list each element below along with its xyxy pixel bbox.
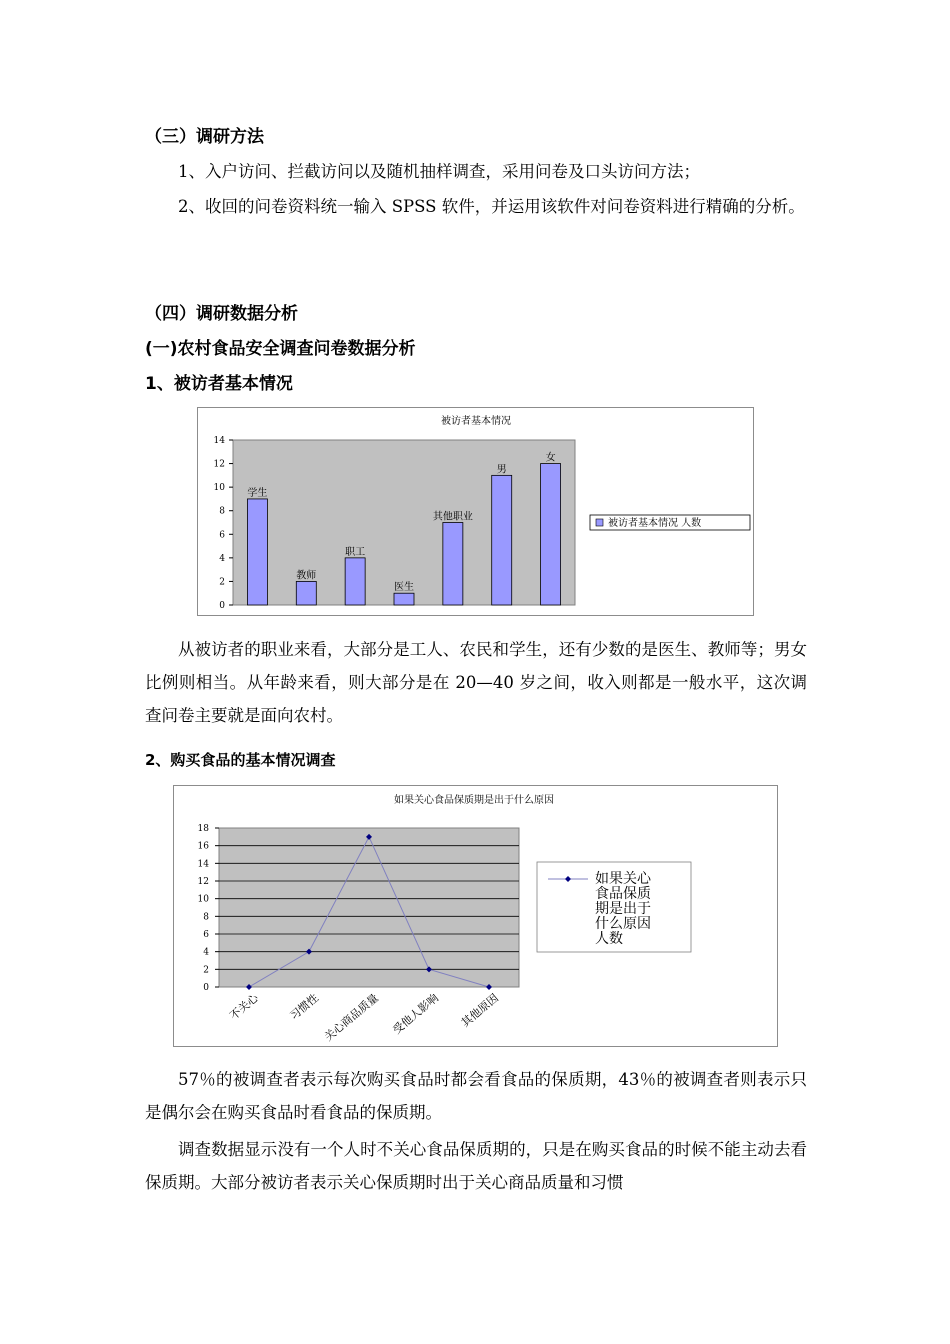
section-4-heading: （四）调研数据分析 [145,304,298,324]
chart-1-data-label: 男 [496,464,507,476]
chart-2-y-tick-label: 14 [197,859,209,870]
item-1-heading: 1、被访者基本情况 [145,374,293,394]
chart-2-y-tick-label: 8 [203,912,209,923]
chart-1-data-label: 女 [545,452,556,464]
chart-2-x-tick-label: 其他原因 [458,991,501,1030]
chart-2-legend-label: 如果关心 [595,871,651,887]
chart-2-legend-label: 期是出于 [595,901,651,917]
chart-1-bar [247,499,267,605]
chart-1-title: 被访者基本情况 [441,416,511,427]
paragraph-after-chart-2b: 调查数据显示没有一个人时不关心食品保质期的，只是在购买食品的时候不能主动去看保质期。大部分被访者表示关心保质期时出于关心商品质量和习惯 [145,1140,807,1192]
section-3-heading: （三）调研方法 [145,127,264,147]
chart-2-x-tick-label: 关心商品质量 [322,991,381,1044]
chart-1-y-tick-label: 10 [213,483,225,494]
chart-2-y-tick-label: 6 [203,930,209,940]
chart-1-bar [541,464,561,605]
chart-2-plot-area [219,828,519,987]
chart-1-y-tick-label: 6 [219,530,225,541]
chart-1-y-tick-label: 2 [219,577,225,588]
chart-1-y-tick-label: 0 [219,601,225,611]
paragraph-after-chart-1: 从被访者的职业来看，大部分是工人、农民和学生，还有少数的是医生、教师等；男女比例则相当。从年龄来看，则大部分是在 20—40 岁之间，收入则都是一般水平，这次调查问卷主要就是面向农村。 [145,640,807,725]
chart-2-x-tick-label: 不关心 [227,991,261,1023]
chart-2-title: 如果关心食品保质期是出于什么原因 [394,795,554,806]
chart-2-x-tick-label: 受他人影响 [390,991,441,1037]
chart-shelf-life-reason [173,785,778,1047]
chart-1-data-label: 教师 [296,570,317,582]
chart-1-y-tick-label: 4 [219,553,225,564]
chart-2-legend-label: 人数 [595,931,623,947]
chart-2-y-tick-label: 12 [197,877,209,887]
chart-1-data-label: 学生 [247,487,268,499]
chart-1-y-tick-label: 14 [213,436,225,446]
chart-1-bar [296,581,316,605]
chart-respondents [197,407,754,616]
item-2-heading: 2、购买食品的基本情况调查 [145,751,336,769]
chart-2-x-tick-label: 习惯性 [287,991,321,1023]
chart-2-legend-label: 什么原因 [595,916,651,932]
chart-2-legend-label: 食品保质 [595,886,651,902]
chart-2-y-tick-label: 18 [197,824,209,834]
paragraph-after-chart-2a: 57％的被调查者表示每次购买食品时都会看食品的保质期，43％的被调查者则表示只是偶尔会在购买食品时看食品的保质期。 [145,1070,807,1122]
chart-1-data-label: 其他职业 [432,511,473,523]
section-3-paragraph-1: 1、入户访问、拦截访问以及随机抽样调查，采用问卷及口头访问方法； [178,162,700,181]
chart-2-y-tick-label: 2 [203,965,209,976]
chart-2-y-tick-label: 10 [197,894,209,905]
chart-2-y-tick-label: 16 [197,841,209,852]
section-3-paragraph-2: 2、收回的问卷资料统一输入 SPSS 软件，并运用该软件对问卷资料进行精确的分析。 [178,197,805,216]
chart-1-legend-label: 被访者基本情况 人数 [608,518,702,529]
chart-1-bar [492,475,512,605]
chart-1-legend-swatch [596,519,603,526]
chart-1-plot-area [233,440,575,605]
subsection-1-heading: (一)农村食品安全调查问卷数据分析 [145,339,416,359]
chart-1-y-tick-label: 12 [213,459,225,470]
chart-1-y-tick-label: 8 [219,506,225,517]
chart-2-y-tick-label: 4 [203,947,209,958]
chart-1-data-label: 职工 [345,546,366,558]
chart-respondents-svg [198,408,753,615]
chart-shelf-life-reason-svg [174,786,777,1046]
chart-1-bar [394,593,414,605]
chart-2-y-tick-label: 0 [203,983,209,993]
chart-1-bar [443,523,463,606]
chart-1-bar [345,558,365,605]
chart-1-data-label: 医生 [394,582,414,594]
